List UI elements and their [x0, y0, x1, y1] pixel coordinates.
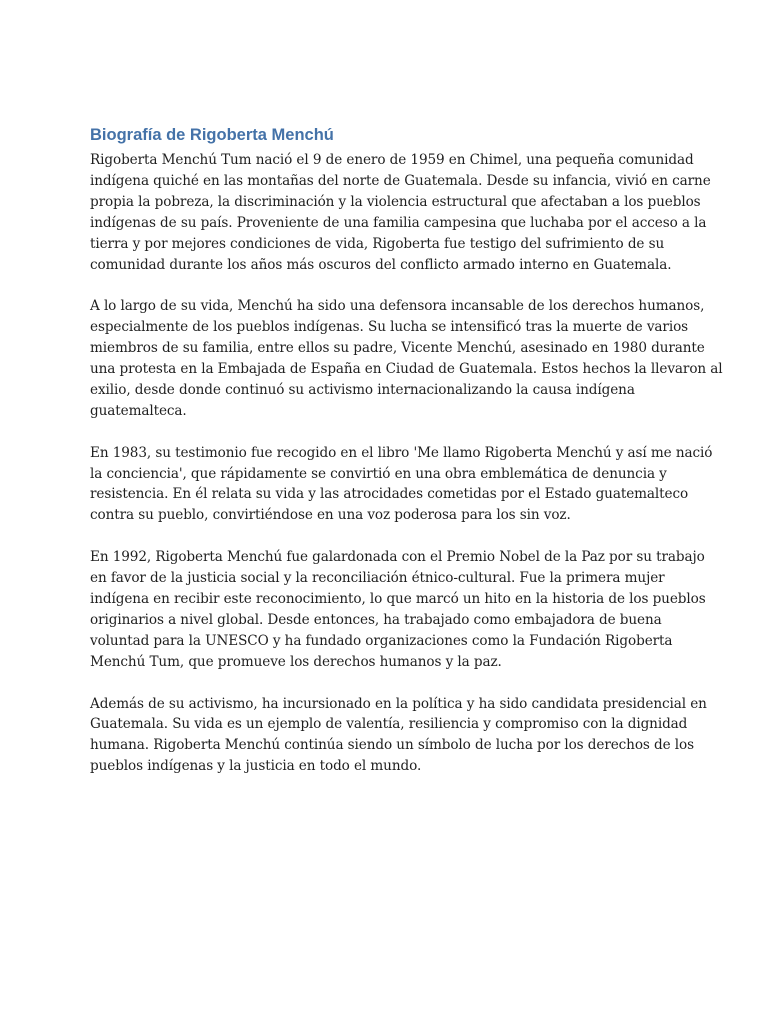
text-line: tierra y por mejores condiciones de vida, Rigoberta fue testigo del sufrimiento de su: [90, 235, 665, 252]
text-line: voluntad para la UNESCO y ha fundado organizaciones como la Fundación Rigoberta: [90, 632, 673, 649]
text-line: una protesta en la Embajada de España en Ciudad de Guatemala. Estos hechos la llevaron al: [90, 361, 723, 378]
text-line: comunidad durante los años más oscuros del conflicto armado interno en Guatemala.: [90, 256, 672, 273]
text-line: propia la pobreza, la discriminación y la violencia estructural que afectaban a los pueblos: [90, 193, 701, 210]
text-line: la conciencia', que rápidamente se convirtió en una obra emblemática de denuncia y: [90, 465, 667, 482]
text-line: especialmente de los pueblos indígenas. Su lucha se intensificó tras la muerte de varios: [90, 319, 689, 336]
paragraph-4: [90, 547, 706, 672]
document-title: Biografía de Rigoberta Menchú: [90, 126, 334, 144]
text-line: guatemalteca.: [90, 402, 187, 419]
text-line: miembros de su familia, entre ellos su padre, Vicente Menchú, asesinado en 1980 durante: [90, 340, 705, 357]
text-line: Menchú Tum, que promueve los derechos humanos y la paz.: [90, 653, 502, 670]
text-line: en favor de la justicia social y la reconciliación étnico-cultural. Fue la primera mujer: [90, 570, 665, 587]
text-line: indígena en recibir este reconocimiento, lo que marcó un hito en la historia de los pueblos: [90, 590, 706, 607]
document-page: [90, 124, 723, 798]
text-line: En 1992, Rigoberta Menchú fue galardonada con el Premio Nobel de la Paz por su trabajo: [90, 549, 705, 566]
text-line: Guatemala. Su vida es un ejemplo de valentía, resiliencia y compromiso con la dignidad: [90, 716, 688, 733]
text-line: resistencia. En él relata su vida y las atrocidades cometidas por el Estado guatemalteco: [90, 486, 689, 503]
text-line: indígena quiché en las montañas del norte de Guatemala. Desde su infancia, vivió en carne: [90, 172, 711, 189]
text-line: contra su pueblo, convirtiéndose en una voz poderosa para los sin voz.: [90, 507, 571, 524]
text-line: pueblos indígenas y la justicia en todo el mundo.: [90, 758, 422, 775]
text-line: exilio, desde donde continuó su activismo internacionalizando la causa indígena: [90, 381, 635, 398]
paragraph-5: [90, 694, 707, 778]
paragraph-2: [90, 296, 723, 421]
document-body: [90, 150, 723, 777]
text-line: En 1983, su testimonio fue recogido en el libro 'Me llamo Rigoberta Menchú y así me nació: [90, 444, 713, 461]
text-line: indígenas de su país. Proveniente de una familia campesina que luchaba por el acceso a la: [90, 214, 707, 231]
paragraph-3: [90, 443, 713, 527]
text-line: originarios a nivel global. Desde entonces, ha trabajado como embajadora de buena: [90, 611, 662, 628]
text-line: A lo largo de su vida, Menchú ha sido una defensora incansable de los derechos humanos,: [90, 298, 705, 315]
paragraph-1: [90, 150, 711, 275]
text-line: Rigoberta Menchú Tum nació el 9 de enero de 1959 en Chimel, una pequeña comunidad: [90, 152, 694, 168]
text-line: humana. Rigoberta Menchú continúa siendo un símbolo de lucha por los derechos de los: [90, 737, 694, 754]
text-line: Además de su activismo, ha incursionado en la política y ha sido candidata presidencial en: [90, 695, 707, 712]
